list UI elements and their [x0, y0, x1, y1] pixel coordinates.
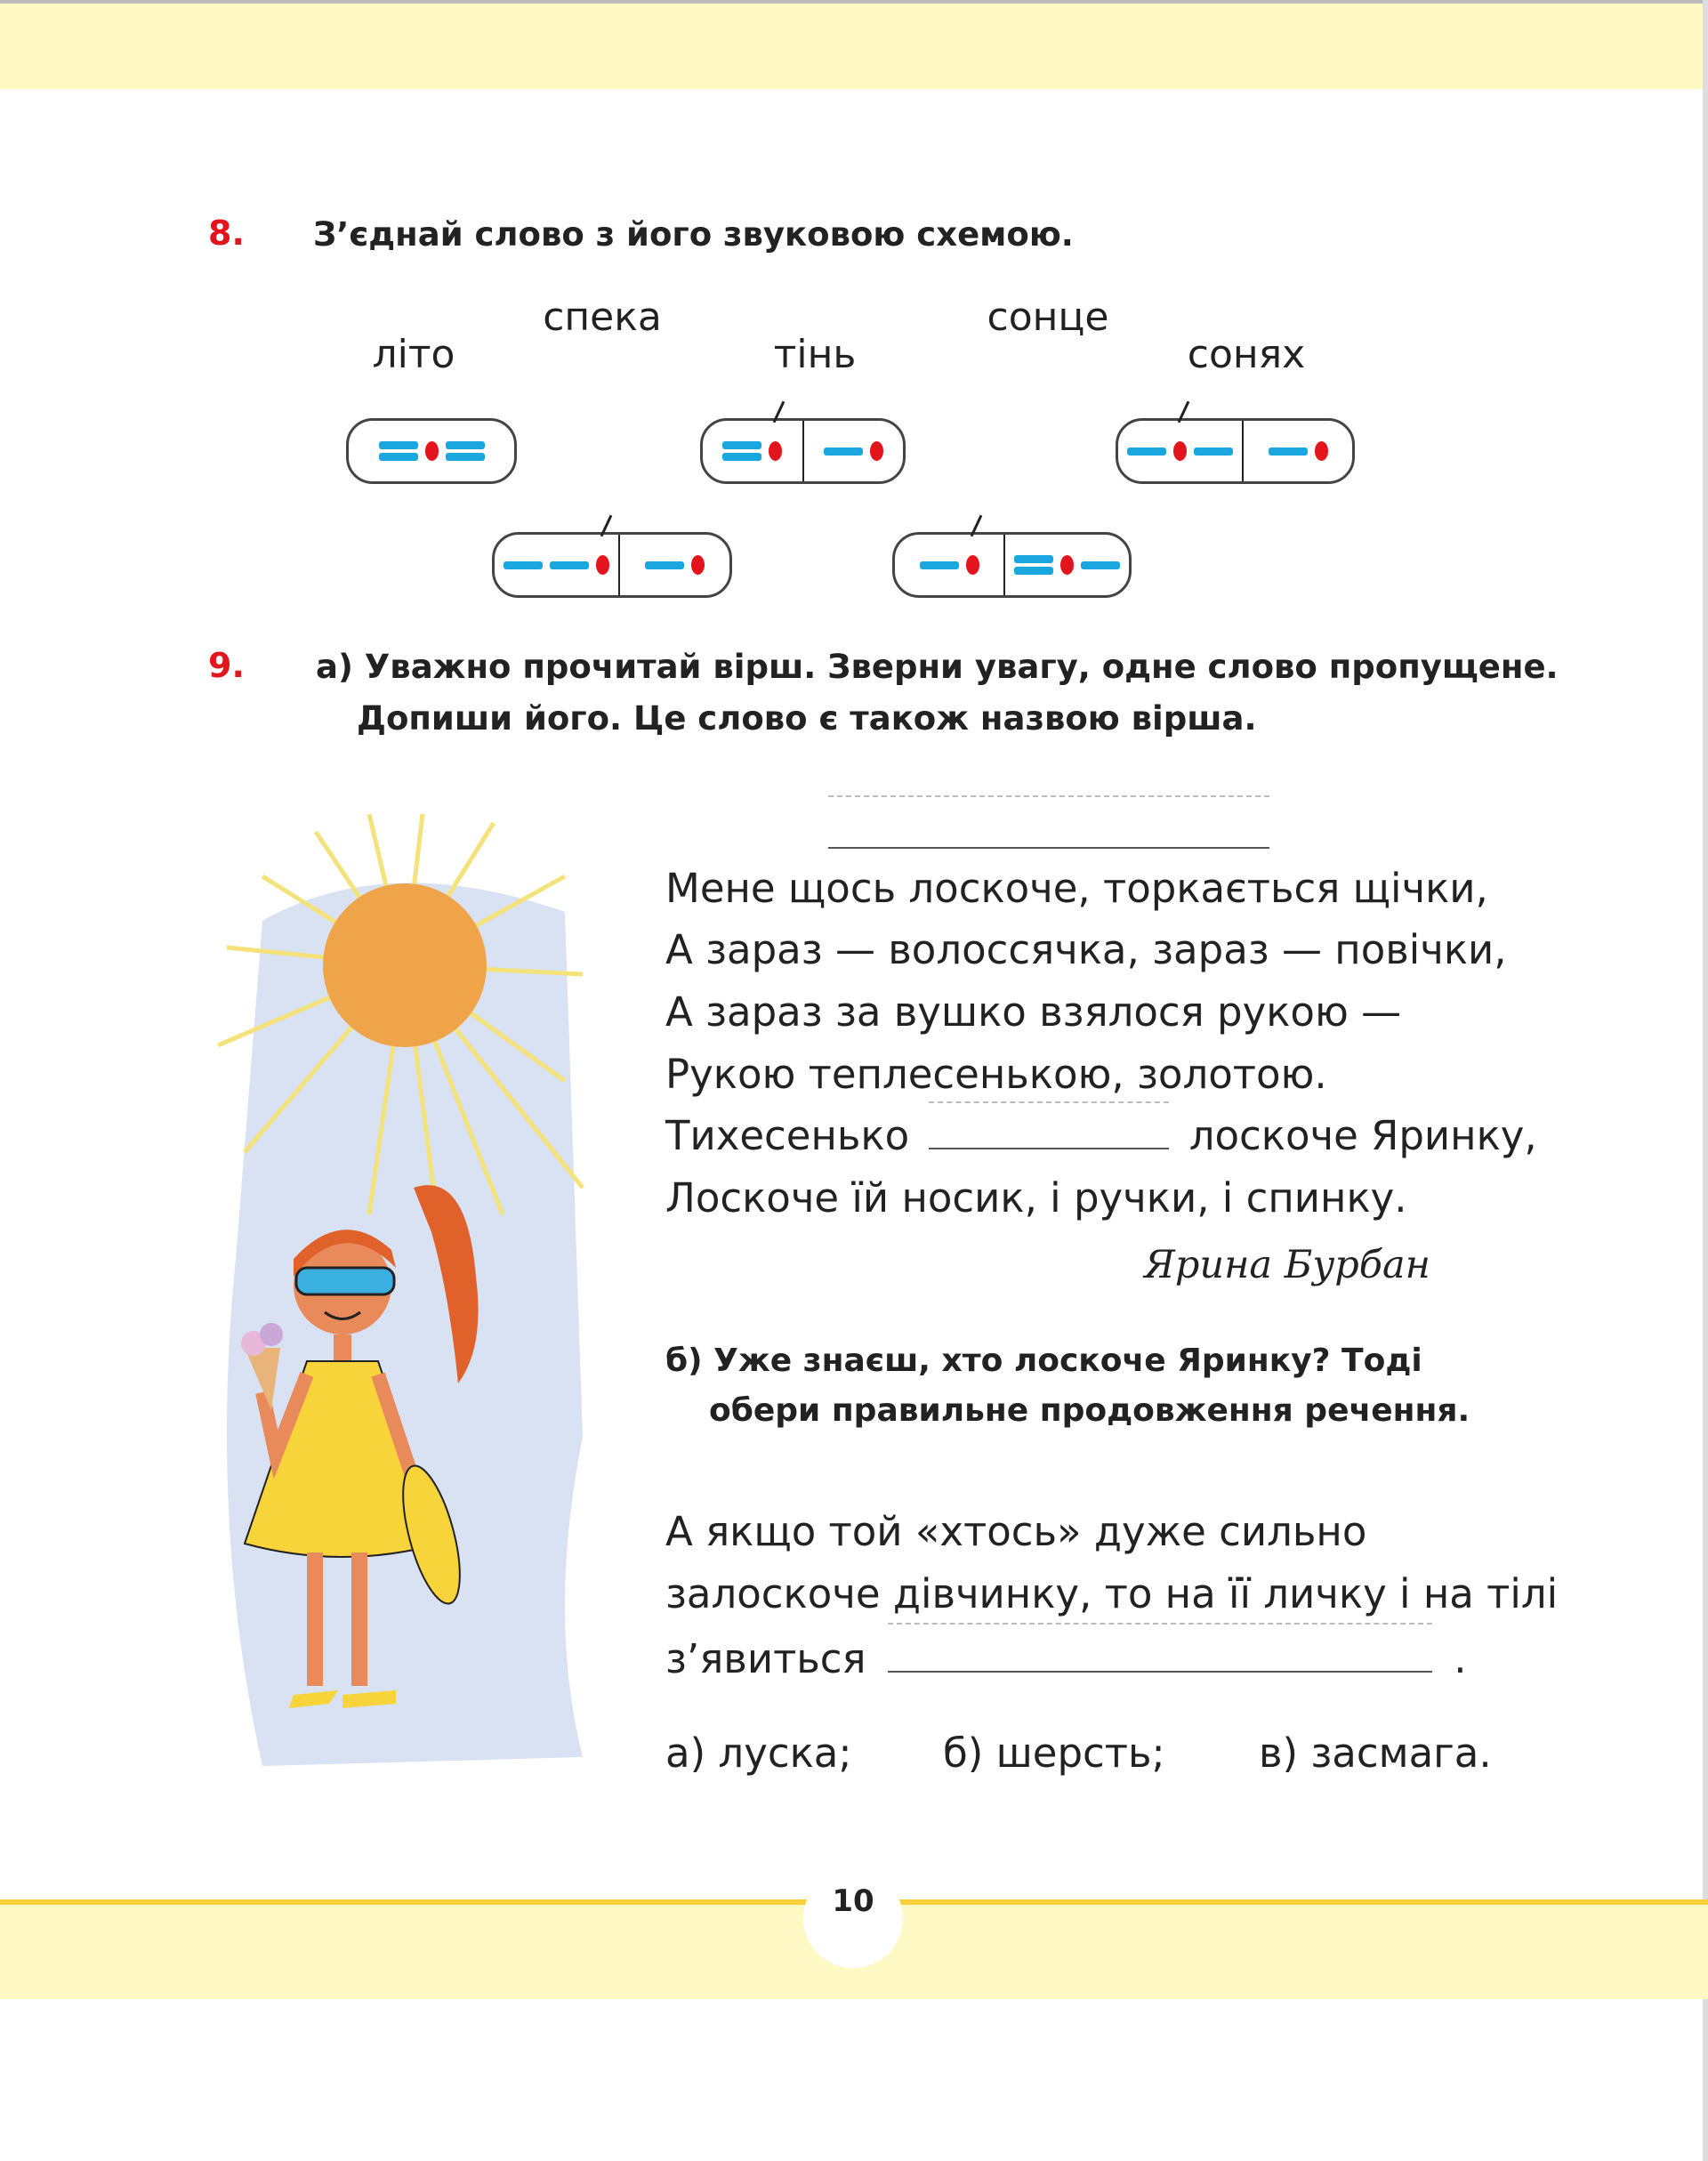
syllable — [349, 421, 514, 481]
page-edge — [1703, 0, 1708, 2161]
task-8-number: 8. — [208, 214, 245, 253]
task-8-instruction: З’єднай слово з його звуковою схемою. — [313, 215, 1074, 254]
word-lito[interactable]: літо — [372, 332, 455, 377]
poem-author: Ярина Бурбан — [1144, 1243, 1430, 1287]
word-speka[interactable]: спека — [543, 294, 662, 340]
syllable — [802, 421, 904, 481]
sentence-answer-input[interactable] — [888, 1633, 1432, 1673]
option-a[interactable]: а) луска; — [665, 1730, 852, 1777]
vowel-icon — [1060, 555, 1074, 575]
soft-consonant-icon — [1014, 555, 1053, 575]
sentence-end: . — [1454, 1635, 1467, 1682]
hard-consonant-icon — [504, 561, 543, 569]
page-number: 10 — [803, 1868, 903, 1968]
poem-line-2: А зараз — волоссячка, зараз — повічки, — [665, 926, 1507, 973]
soft-consonant-icon — [379, 441, 418, 461]
syllable — [895, 535, 1003, 595]
task-9b-line1: б) Уже знаєш, хто лоскоче Яринку? Тоді — [665, 1343, 1422, 1379]
poem-line-3: А зараз за вушко взялося рукою — — [665, 988, 1402, 1036]
vowel-icon — [1173, 441, 1187, 461]
syllable — [703, 421, 802, 481]
word-sonyakh[interactable]: сонях — [1187, 332, 1306, 377]
vowel-icon — [425, 441, 439, 461]
soft-consonant-icon — [446, 441, 485, 461]
sound-scheme-5[interactable] — [892, 532, 1132, 598]
hard-consonant-icon — [1081, 561, 1120, 569]
task-9a-line2: Допиши його. Це слово є також назвою вірша. — [357, 699, 1257, 738]
option-c[interactable]: в) засмага. — [1259, 1730, 1492, 1777]
poem-line-6: Лоскоче їй носик, і ручки, і спинку. — [665, 1174, 1407, 1222]
sun-girl-illustration — [209, 814, 600, 1784]
poem-line-5-start: Тихесенько — [665, 1112, 910, 1159]
vowel-icon — [966, 555, 979, 575]
task-9b-line2: обери правильне продовження речення. — [709, 1392, 1470, 1429]
hard-consonant-icon — [920, 561, 959, 569]
vowel-icon — [870, 441, 883, 461]
sound-scheme-2[interactable] — [700, 418, 906, 484]
sentence-line-3-text: з’явиться — [665, 1635, 866, 1682]
poem-line-4: Рукою теплесенькою, золотою. — [665, 1051, 1327, 1098]
sound-scheme-1[interactable] — [346, 418, 517, 484]
sound-scheme-4[interactable] — [492, 532, 732, 598]
task-9-number: 9. — [208, 646, 245, 685]
poem-line-5-end: лоскоче Яринку, — [1188, 1112, 1537, 1159]
header-band — [0, 0, 1708, 89]
soft-consonant-icon — [722, 441, 761, 461]
hard-consonant-icon — [824, 448, 863, 456]
hard-consonant-icon — [1127, 448, 1166, 456]
sound-scheme-3[interactable] — [1116, 418, 1355, 484]
task-9a-line1: а) Уважно прочитай вірш. Зверни увагу, одне слово пропущене. — [316, 648, 1559, 686]
hard-consonant-icon — [645, 561, 684, 569]
syllable — [618, 535, 729, 595]
sentence-line-2: залоскоче дівчинку, то на її личку і на тілі — [665, 1570, 1559, 1617]
missing-word-input[interactable] — [929, 1112, 1169, 1149]
sentence-line-3 — [665, 1633, 1467, 1682]
option-b[interactable]: б) шерсть; — [943, 1730, 1165, 1777]
hard-consonant-icon — [550, 561, 589, 569]
word-tin[interactable]: тінь — [773, 332, 857, 377]
hard-consonant-icon — [1269, 448, 1308, 456]
poem-line-1: Мене щось лоскоче, торкається щічки, — [665, 865, 1488, 912]
poem-line-5 — [665, 1112, 1537, 1159]
syllable — [1118, 421, 1242, 481]
hard-consonant-icon — [1194, 448, 1233, 456]
vowel-icon — [769, 441, 782, 461]
syllable — [495, 535, 618, 595]
poem-title-input[interactable] — [828, 806, 1269, 849]
syllable — [1242, 421, 1352, 481]
vowel-icon — [596, 555, 609, 575]
word-sontse[interactable]: сонце — [987, 294, 1109, 340]
syllable — [1003, 535, 1129, 595]
vowel-icon — [1315, 441, 1328, 461]
sentence-line-1: А якщо той «хтось» дуже сильно — [665, 1508, 1367, 1555]
vowel-icon — [691, 555, 705, 575]
